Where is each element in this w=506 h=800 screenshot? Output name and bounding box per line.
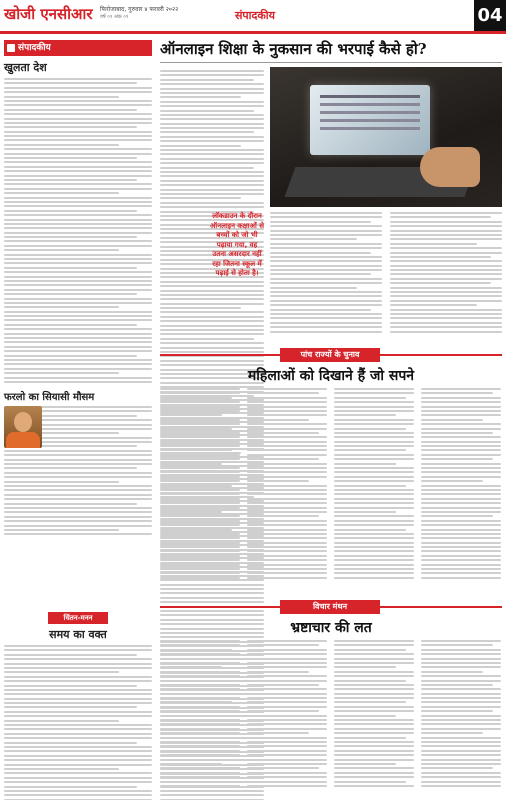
newspaper-logo: खोजी एनसीआर (4, 5, 93, 23)
person-photo (4, 406, 42, 448)
main-article (160, 40, 502, 340)
bullet-icon (7, 44, 15, 52)
editorial-title: खुलता देश (4, 61, 47, 74)
section-tag (4, 40, 152, 56)
column-body (4, 645, 152, 800)
election-headline: महिलाओं को दिखाने हैं जो सपने (247, 368, 415, 384)
laptop-photo (270, 67, 502, 207)
masthead (0, 0, 506, 34)
column-title: समय का वक्त (49, 628, 107, 641)
editorial-body (4, 78, 152, 383)
headline-rule (160, 62, 502, 63)
band-label: पांच राज्यों के चुनाव (280, 348, 380, 362)
column-tag: चिंतन-मनन (48, 612, 108, 624)
main-headline: ऑनलाइन शिक्षा के नुकसान की भरपाई कैसे हो? (160, 40, 427, 58)
left-column (4, 40, 152, 610)
edition-meta: वर्ष ०१ अंक ०१ (100, 14, 129, 20)
subsection-body (4, 406, 152, 535)
edition-date: फिरोजाबाद, गुरुवार ४ फरवरी २०२२ (100, 6, 179, 13)
main-article-body (270, 212, 502, 335)
election-article-body (160, 388, 502, 588)
page-section-title: संपादकीय (234, 9, 276, 22)
section-band-elections (160, 348, 502, 362)
subsection-title: फरलो का सियासी मौसम (4, 391, 95, 403)
band-label: विचार मंथन (280, 600, 380, 614)
page-number: 04 (474, 0, 506, 31)
section-tag-label: संपादकीय (18, 43, 51, 53)
section-band-opinion (160, 600, 502, 614)
bottom-left-column (4, 612, 152, 800)
pull-quote: लॉकडाउन के दौरान ऑनलाइन कक्षाओं से बच्चों को जो भी पढ़ाया गया, वह उतना असरदार नहीं रहा जितना स्कूल में पढ़ाई से होता है। (210, 212, 264, 277)
opinion-headline: भ्रष्टाचार की लत (290, 620, 372, 636)
opinion-article-body (160, 640, 502, 798)
